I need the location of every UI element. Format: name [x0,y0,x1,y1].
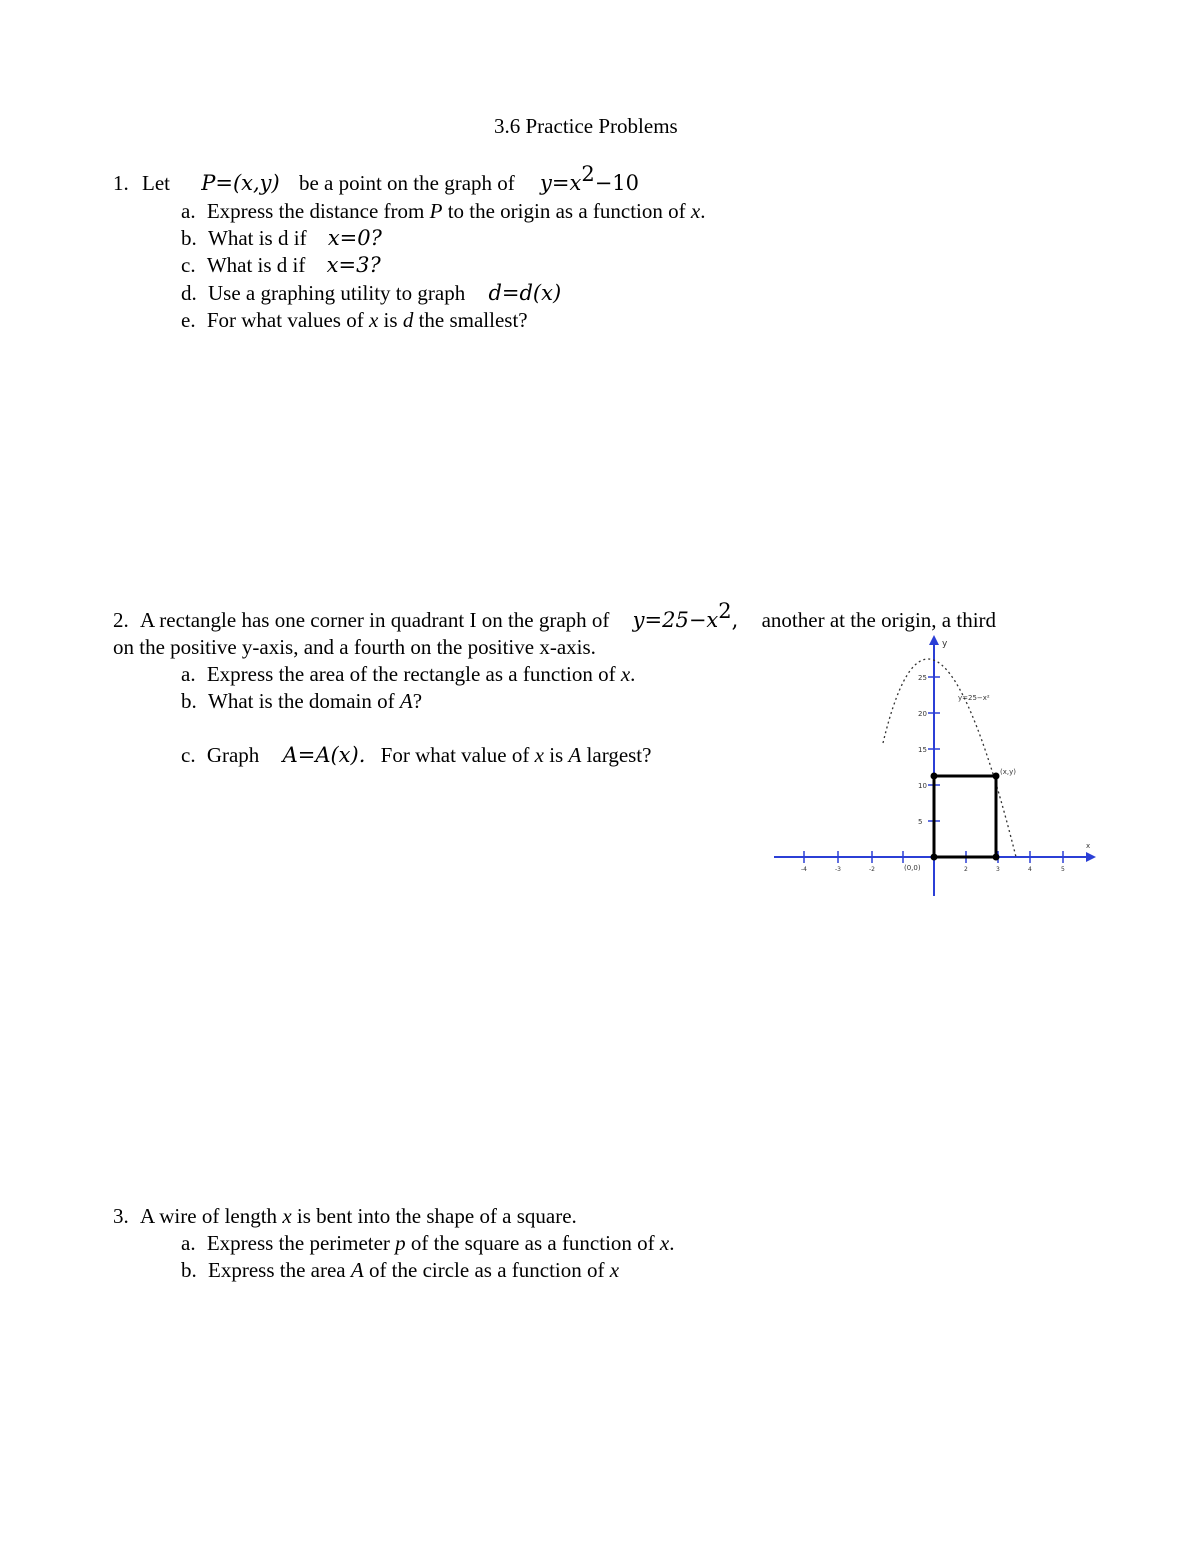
svg-text:2: 2 [964,866,968,873]
x-axis-corner-point [993,854,1000,861]
part-math: x=3? [326,253,381,277]
part-text: Express the perimeter [206,1231,390,1255]
var-x: x [659,1231,670,1255]
origin-label: (0,0) [904,864,921,872]
part-label: a. [181,199,196,223]
svg-text:15: 15 [918,746,927,754]
svg-text:10: 10 [918,782,927,790]
problem-2-part-c [181,742,651,768]
var-x: x [690,199,701,223]
part-text: What is d if [208,226,307,250]
x-axis-arrow [1086,852,1096,862]
svg-text:25: 25 [918,674,927,682]
part-text: Express the distance from [206,199,425,223]
problem-1-part-a: a. Express the distance from P to the origin as a function of x. [181,199,706,223]
part-label: b. [181,1258,197,1282]
problem-3-statement [113,1203,577,1229]
x-axis-label: x [1086,842,1091,850]
var-a: A [399,689,413,713]
var-x: x [534,743,544,767]
problem-2-text: another at the origin, a third [761,608,997,632]
problem-2-part-a: a. Express the area of the rectangle as a function of x. [181,662,636,686]
part-label: e. [181,308,196,332]
equation: $y=25-x^2$, [632,599,739,632]
part-text: What is d if [206,253,306,277]
svg-text:5: 5 [1061,866,1065,873]
part-text: Express the area [208,1258,346,1282]
var-a: A [568,743,582,767]
part-text: For what value of [380,743,530,767]
part-text: Graph [206,743,260,767]
problem-number: 3. [113,1204,129,1228]
var-p: P [429,199,443,223]
problem-3-text: is bent into the shape of a square. [296,1204,577,1228]
var-x: x [609,1258,620,1282]
svg-text:-2: -2 [869,866,875,873]
inscribed-rectangle [934,776,996,857]
part-text: is [549,743,564,767]
part-text: largest? [586,743,652,767]
point-expression: P=(x,y) [201,171,280,195]
y-axis-label: y [942,639,948,649]
part-label: c. [181,253,196,277]
part-math: A=A(x). [282,743,366,767]
problem-number: 1. [113,171,129,195]
problem-1-part-d [181,280,561,306]
problem-1-part-b [181,225,382,251]
part-text: is [383,308,398,332]
y-axis-arrow [929,635,939,645]
problem-2-part-b: b. What is the domain of A? [181,689,423,713]
svg-text:5: 5 [918,818,923,826]
var-x: x [282,1204,292,1228]
var-p: p [395,1231,406,1255]
problem-1-part-c [181,252,381,278]
y-axis-corner-point [931,773,938,780]
part-label: c. [181,743,196,767]
curve-label: y=25−x² [958,694,990,702]
part-label: b. [181,689,197,713]
part-math: d=d(x) [488,281,562,305]
part-text: the smallest? [418,308,528,332]
part-label: b. [181,226,197,250]
part-label: a. [181,1231,196,1255]
let-word: Let [142,171,170,195]
problem-number: 2. [113,608,129,632]
problem-2-text: A rectangle has one corner in quadrant I on the graph of [140,608,610,632]
part-text: Use a graphing utility to graph [208,281,466,305]
problem-3-text: A wire of length [140,1204,278,1228]
problem-3-part-a: a. Express the perimeter p of the square as a function of x. [181,1231,675,1255]
part-text: to the origin as a function of [447,199,686,223]
svg-text:20: 20 [918,710,927,718]
svg-text:3: 3 [996,866,1000,873]
origin-point [931,854,938,861]
equation: $y=x^2-10$ [540,162,640,195]
problem-1-part-e [181,307,528,333]
problem-1-text: be a point on the graph of [298,171,515,195]
curve-corner-point [993,773,1000,780]
part-label: d. [181,281,197,305]
var-a: A [350,1258,364,1282]
part-text: Express the area of the rectangle as a function of [206,662,616,686]
point-label: (x,y) [1000,768,1016,776]
var-d: d [402,308,414,332]
part-label: a. [181,662,196,686]
y-tick-labels [918,674,927,826]
var-x: x [368,308,379,332]
rectangle-parabola-graph [770,630,1100,900]
part-text: of the circle as a function of [368,1258,605,1282]
part-math: x=0? [327,226,382,250]
svg-text:-4: -4 [801,866,807,873]
page-title: 3.6 Practice Problems [494,114,678,138]
var-x: x [620,662,631,686]
svg-text:-3: -3 [835,866,841,873]
part-text: What is the domain of [208,689,395,713]
svg-text:4: 4 [1028,866,1032,873]
problem-3-part-b [181,1257,619,1283]
part-text: For what values of [206,308,364,332]
problem-2-line-2: on the positive y-axis, and a fourth on the positive x-axis. [113,635,596,659]
problem-1-statement [113,162,640,196]
part-text: of the square as a function of [410,1231,655,1255]
